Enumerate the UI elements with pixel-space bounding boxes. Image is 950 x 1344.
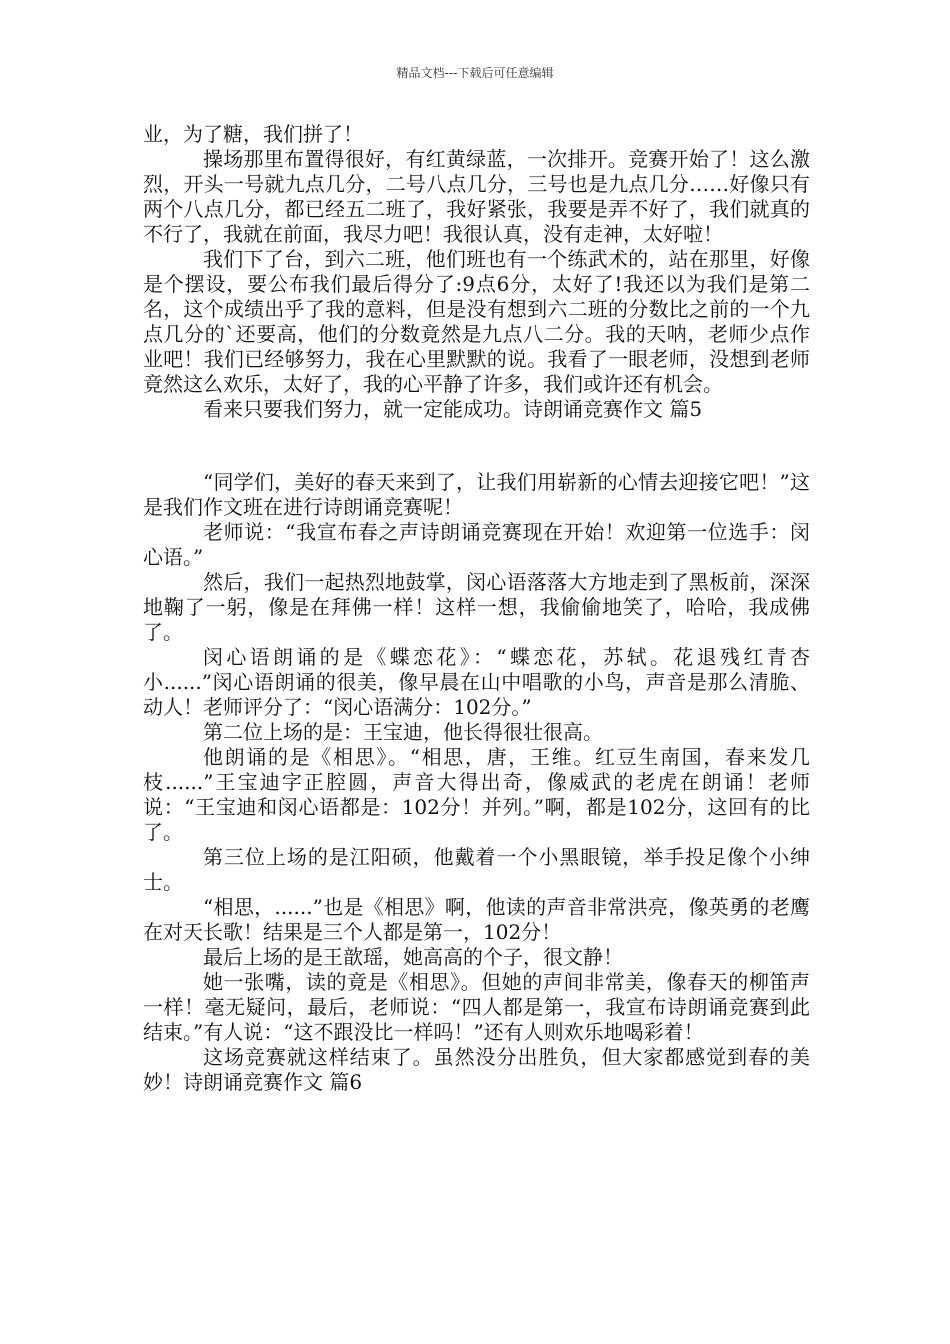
paragraph: 第二位上场的是：王宝迪，他长得很壮很高。 bbox=[203, 720, 603, 744]
paragraph: “相思，......”也是《相思》啊，他读的声音非常洪亮，像英勇的老鹰在对天长歌！结果是三个人都是第一，102分！ bbox=[143, 895, 810, 944]
paragraph: 老师说：“我宣布春之声诗朗诵竞赛现在开始！欢迎第一位选手：闵心语。” bbox=[143, 520, 810, 569]
paragraph: 操场那里布置得很好，有红黄绿蓝，一次排开。竞赛开始了！这么激烈，开头一号就九点几分，二号八点几分，三号也是九点几分……好像只有两个八点几分，都已经五二班了，我好紧张，我要是弄不好了，我们就真的不行了，我就在前面，我尽力吧！我很认真，没有走神，太好啦！ bbox=[143, 147, 810, 246]
paragraph: 他朗诵的是《相思》。“相思，唐，王维。红豆生南国，春来发几枝......”王宝迪字正腔圆，声音大得出奇，像威武的老虎在朗诵！老师说：“王宝迪和闵心语都是：102分！并列。”啊，都是102分，这回有的比了。 bbox=[143, 745, 810, 844]
paragraph: 闵心语朗诵的是《蝶恋花》：“蝶恋花，苏轼。花退残红青杏小......”闵心语朗诵的很美，像早晨在山中唱歌的小鸟，声音是那么清脆、动人！老师评分了：“闵心语满分：102分。” bbox=[143, 645, 810, 719]
paragraph: 然后，我们一起热烈地鼓掌，闵心语落落大方地走到了黑板前，深深地鞠了一躬，像是在拜佛一样！这样一想，我偷偷地笑了，哈哈，我成佛了。 bbox=[143, 570, 810, 644]
document-body bbox=[143, 122, 810, 1095]
paragraph-section-end: 看来只要我们努力，就一定能成功。诗朗诵竞赛作文 篇5 bbox=[203, 397, 703, 421]
paragraph: 第三位上场的是江阳硕，他戴着一个小黑眼镜，举手投足像个小绅士。 bbox=[143, 845, 810, 894]
paragraph: “同学们，美好的春天来到了，让我们用崭新的心情去迎接它吧！”这是我们作文班在进行诗朗诵竞赛呢！ bbox=[143, 470, 810, 519]
page-header: 精品文档---下载后可任意编辑 bbox=[396, 66, 554, 80]
paragraph: 我们下了台，到六二班，他们班也有一个练武术的，站在那里，好像是个摆设，要公布我们最后得分了:9点6分，太好了!我还以为我们是第二名，这个成绩出乎了我的意料，但是没有想到六二班的分数比之前的一个九点几分的`还要高，他们的分数竟然是九点八二分。我的天呐，老师少点作业吧！我们已经够努力，我在心里默默的说。我看了一眼老师，没想到老师竟然这么欢乐，太好了，我的心平静了许多，我们或许还有机会。 bbox=[143, 247, 810, 396]
paragraph: 最后上场的是王歆瑶，她高高的个子，很文静！ bbox=[203, 945, 623, 969]
paragraph-section-end: 这场竞赛就这样结束了。虽然没分出胜负，但大家都感觉到春的美妙！诗朗诵竞赛作文 篇6 bbox=[143, 1045, 810, 1094]
paragraph: 业，为了糖，我们拼了！ bbox=[143, 122, 363, 146]
paragraph: 她一张嘴，读的竟是《相思》。但她的声间非常美，像春天的柳笛声一样！毫无疑问，最后，老师说：“四人都是第一，我宣布诗朗诵竞赛到此结束。”有人说：“这不跟没比一样吗！”还有人则欢乐地喝彩着！ bbox=[143, 970, 810, 1044]
